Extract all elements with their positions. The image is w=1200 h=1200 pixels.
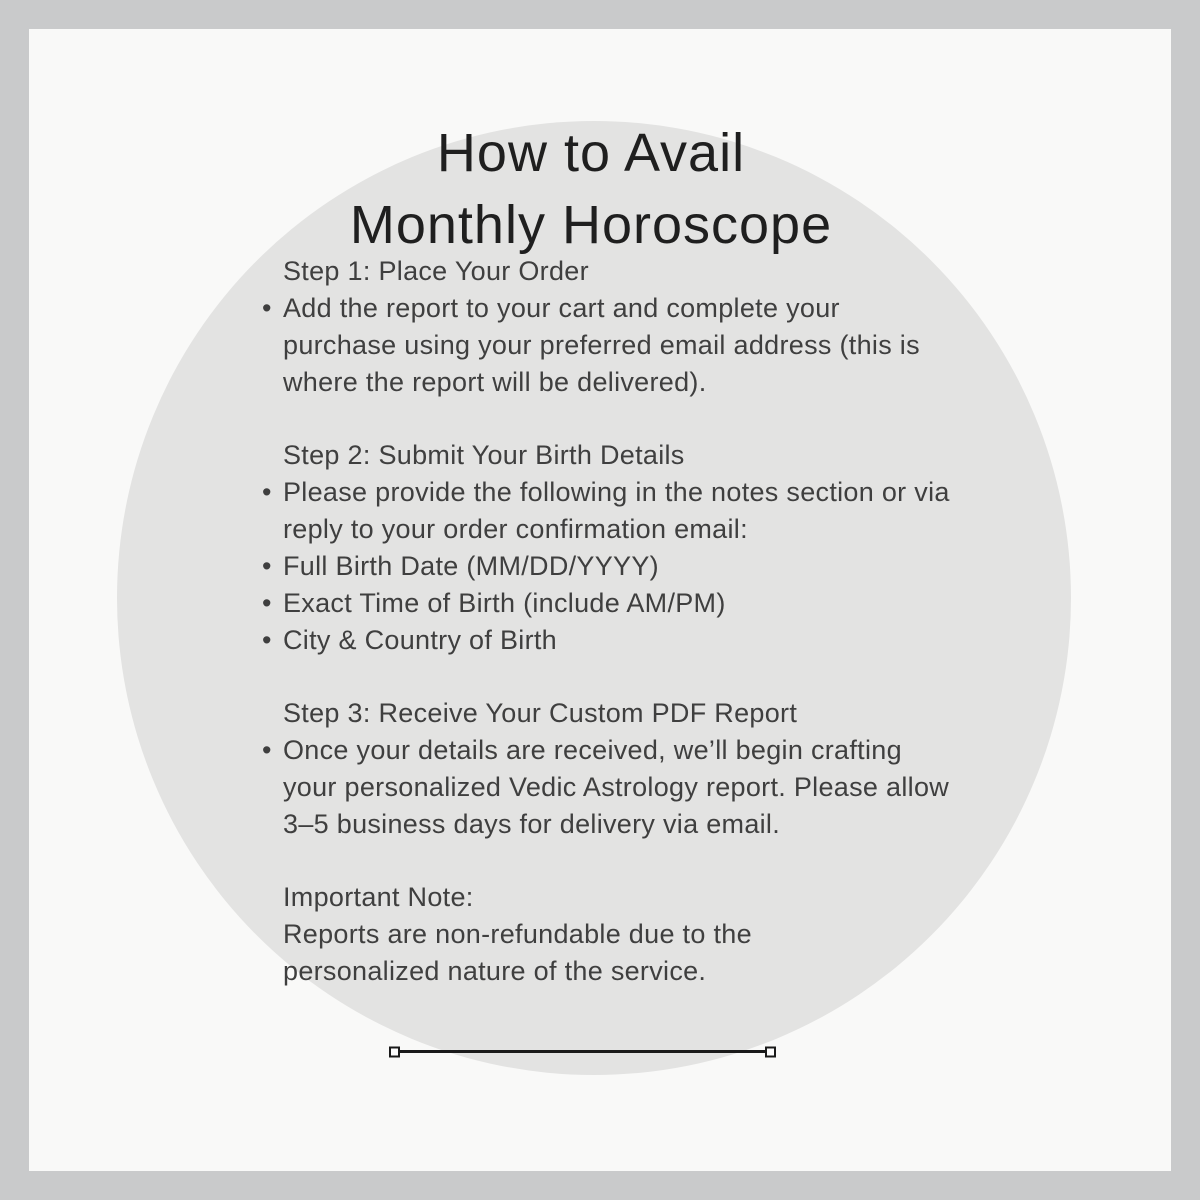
content-body xyxy=(258,253,958,1026)
step-3-bullet-list xyxy=(258,732,958,843)
bullet-item: • Please provide the following in the notes section or via reply to your order confirmation email: xyxy=(258,474,958,548)
bullet-item: • Once your details are received, we’ll begin crafting your personalized Vedic Astrology report. Please allow 3–5 business days for delivery via email. xyxy=(258,732,958,843)
step-2-bullet-list xyxy=(258,474,958,659)
section-important-note xyxy=(258,879,958,990)
line-endpoint-handle-right-icon[interactable] xyxy=(765,1046,776,1057)
divider-line[interactable] xyxy=(395,1050,770,1053)
page-title-line2: Monthly Horoscope xyxy=(349,195,833,255)
bullet-item: • Add the report to your cart and complete your purchase using your preferred email address (this is where the report will be delivered). xyxy=(258,290,958,401)
bullet-item: • Exact Time of Birth (include AM/PM) xyxy=(258,585,958,622)
step-2-heading: Step 2: Submit Your Birth Details xyxy=(283,440,685,470)
page-title xyxy=(29,117,1162,261)
bullet-item: • City & Country of Birth xyxy=(258,622,958,659)
important-note-text: Reports are non-refundable due to the personalized nature of the service. xyxy=(283,919,752,986)
bullet-item: • Full Birth Date (MM/DD/YYYY) xyxy=(258,548,958,585)
important-note-heading: Important Note: xyxy=(283,882,474,912)
section-step-3 xyxy=(258,695,958,843)
step-1-bullet-list xyxy=(258,290,958,401)
step-3-heading: Step 3: Receive Your Custom PDF Report xyxy=(283,698,798,728)
step-1-heading: Step 1: Place Your Order xyxy=(283,256,589,286)
section-step-2 xyxy=(258,437,958,659)
section-step-1 xyxy=(258,253,958,401)
poster-canvas xyxy=(29,29,1171,1171)
line-endpoint-handle-left-icon[interactable] xyxy=(389,1046,400,1057)
page-title-line1: How to Avail xyxy=(436,123,746,183)
